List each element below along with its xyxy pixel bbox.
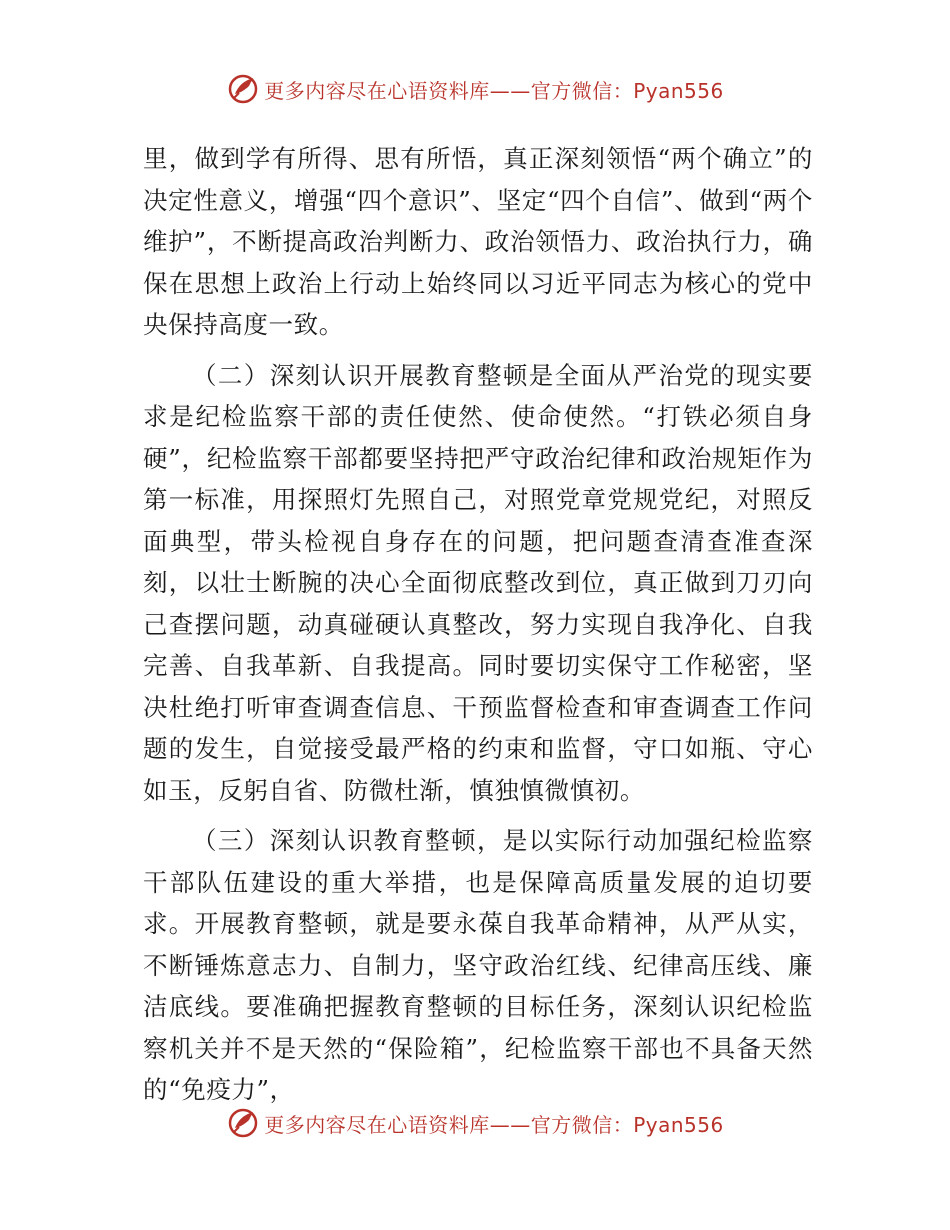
paragraph-section-3: （三）深刻认识教育整顿，是以实际行动加强纪检监察干部队伍建设的重大举措，也是保障高质量发展的迫切要求。开展教育整顿，就是要永葆自我革命精神，从严从实，不断锤炼意志力、自制力，坚守政治红线、纪律高压线、廉洁底线。要准确把握教育整顿的目标任务，深刻认识纪检监察机关并不是天然的“保险箱”，纪检监察干部也不具备天然的“免疫力”， [143,826,813,1104]
paragraph-section-2: （二）深刻认识开展教育整顿是全面从严治党的现实要求是纪检监察干部的责任使然、使命使然。“打铁必须自身硬”，纪检监察干部都要坚持把严守政治纪律和政治规矩作为第一标准，用探照灯先照自己，对照党章党规党纪，对照反面典型，带头检视自身存在的问题，把问题查清查准查深刻，以壮士断腕的决心全面彻底整改到位，真正做到刀刃向己查摆问题，动真碰硬认真整改，努力实现自我净化、自我完善、自我革新、自我提高。同时要切实保守工作秘密，坚决杜绝打听审查调查信息、干预监督检查和审查调查工作问题的发生，自觉接受最严格的约束和监督，守口如瓶、守心如玉，反躬自省、防微杜渐，慎独慎微慎初。 [143,360,813,805]
paragraph-continuation: 里，做到学有所得、思有所悟，真正深刻领悟“两个确立”的决定性意义，增强“四个意识”、坚定“四个自信”、做到“两个维护”，不断提高政治判断力、政治领悟力、政治执行力，确保在思想上政治上行动上始终同以习近平同志为核心的党中央保持高度一致。 [143,144,813,339]
footer-watermark [0,1106,950,1140]
watermark-text: 更多内容尽在心语资料库——官方微信：Pyan556 [264,1112,724,1137]
document-body [143,138,813,1111]
header-watermark [0,72,950,106]
watermark-text: 更多内容尽在心语资料库——官方微信：Pyan556 [264,78,724,103]
logo-icon [226,72,260,106]
logo-icon [226,1106,260,1140]
